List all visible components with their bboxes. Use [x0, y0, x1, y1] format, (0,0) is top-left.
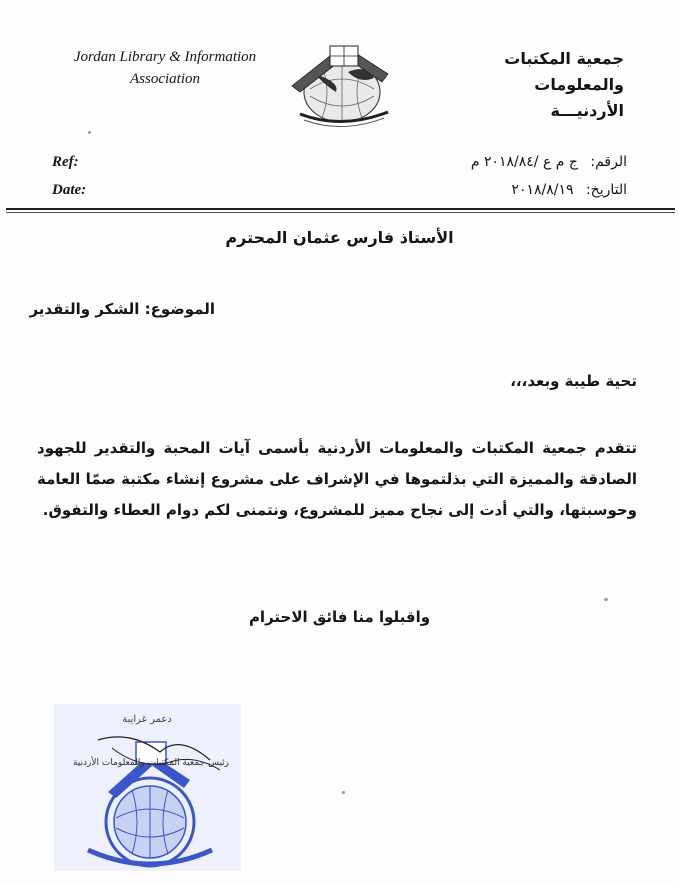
ref-label: Ref: — [52, 154, 79, 170]
ref-value-arabic: ج م ع /٢٠١٨/٨٤ م — [470, 154, 578, 170]
letter-body — [37, 433, 637, 526]
greeting: تحية طيبة وبعد،،، — [510, 372, 637, 390]
closing-line: واقبلوا منا فائق الاحترام — [248, 608, 431, 626]
ref-arabic — [367, 154, 627, 170]
header-divider-thin — [6, 212, 675, 213]
signatory-name: دعمر غرايبة — [122, 714, 172, 725]
body-line: الصادقة والمميزة التي بذلتموها في الإشراف على مشروع إنشاء مكتبة صمّا العامة — [37, 470, 637, 488]
date-label: Date: — [52, 182, 87, 198]
ref-label-arabic: الرقم: — [590, 154, 627, 170]
paper-speck — [88, 131, 91, 134]
org-name-english-line1: Jordan Library & Information — [73, 49, 257, 65]
subject-line: الموضوع: الشكر والتقدير — [29, 300, 215, 318]
paper-speck — [604, 598, 608, 601]
org-name-english-line2: Association — [130, 71, 200, 87]
addressee: الأستاذ فارس عثمان المحترم — [225, 228, 454, 247]
date-arabic — [367, 182, 627, 198]
date-value-arabic: ٢٠١٨/٨/١٩ — [511, 182, 574, 198]
body-line: وحوسبتها، والتي أدت إلى نجاح مميز للمشروع، ونتمنى لكم دوام العطاء والتفوق. — [42, 501, 637, 519]
seal-stamp — [50, 700, 245, 875]
header-divider — [6, 208, 675, 210]
body-line: تتقدم جمعية المكتبات والمعلومات الأردنية بأسمى آيات المحبة والتقدير للجهود — [37, 439, 637, 457]
letterhead-arabic — [424, 46, 624, 124]
letterhead-english — [60, 46, 270, 90]
org-name-arabic-line1: جمعية المكتبات والمعلومات — [504, 49, 624, 94]
association-logo — [270, 34, 420, 134]
org-name-arabic-line2: الأردنيـــة — [550, 101, 624, 120]
signatory-title: رئيس جمعية المكتبات والمعلومات الأردنية — [72, 758, 230, 768]
date-label-arabic: التاريخ: — [585, 182, 627, 198]
paper-speck — [342, 791, 345, 794]
